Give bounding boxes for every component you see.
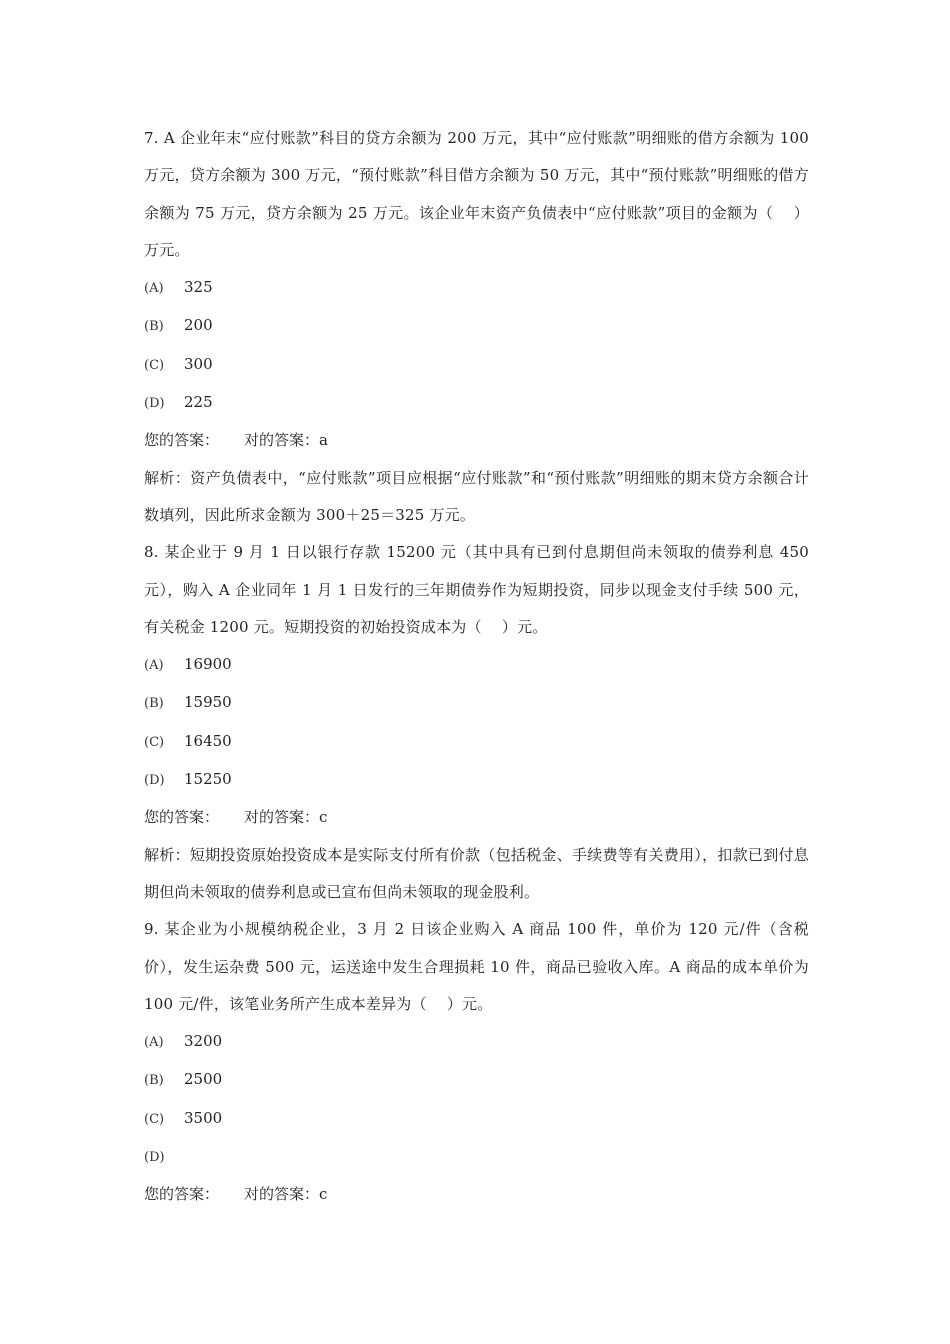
option-value: 16900 — [184, 655, 232, 674]
option-b — [144, 307, 809, 345]
your-answer-label: 您的答案： — [144, 1185, 220, 1204]
option-letter: (A) — [144, 281, 164, 297]
answer-line — [144, 799, 809, 836]
option-b — [144, 1061, 809, 1099]
option-letter: (B) — [144, 319, 164, 335]
option-letter: (D) — [144, 1150, 165, 1166]
option-a — [144, 269, 809, 307]
option-value: 2500 — [184, 1070, 223, 1089]
question-stem: 9. 某企业为小规模纳税企业，3 月 2 日该企业购入 A 商品 100 件，单价为 120 元/件（含税价），发生运杂费 500 元，运送途中发生合理损耗 10 件，商品已验收入库。A 商品的成本单价为 100 元/件，该笔业务所产生成本差异为（ ）元。 — [144, 920, 809, 1013]
analysis: 解析：短期投资原始投资成本是实际支付所有价款（包括税金、手续费等有关费用），扣款已到付息期但尚未领取的债券利息或已宣布但尚未领取的现金股利。 — [144, 845, 809, 901]
correct-answer: 对的答案：c — [244, 1185, 328, 1204]
option-letter: (A) — [144, 1035, 164, 1051]
option-d — [144, 761, 809, 799]
option-c — [144, 346, 809, 384]
question-8 — [144, 534, 809, 911]
option-a — [144, 646, 809, 684]
option-d — [144, 1138, 809, 1176]
option-c — [144, 1100, 809, 1138]
question-9 — [144, 911, 809, 1213]
option-value: 15950 — [184, 693, 232, 712]
option-letter: (C) — [144, 357, 165, 373]
option-a — [144, 1023, 809, 1061]
option-letter: (C) — [144, 734, 165, 750]
option-b — [144, 684, 809, 722]
option-letter: (D) — [144, 773, 165, 789]
option-value: 16450 — [184, 731, 232, 750]
your-answer-label: 您的答案： — [144, 431, 220, 450]
option-letter: (B) — [144, 696, 164, 712]
answer-line — [144, 1176, 809, 1213]
your-answer-label: 您的答案： — [144, 808, 220, 827]
option-value: 225 — [184, 393, 213, 412]
option-value: 3200 — [184, 1032, 223, 1051]
option-value: 325 — [184, 278, 213, 297]
option-value: 300 — [184, 354, 213, 373]
option-letter: (A) — [144, 658, 164, 674]
option-value: 200 — [184, 316, 213, 335]
option-d — [144, 384, 809, 422]
option-value: 3500 — [184, 1108, 223, 1127]
option-value: 15250 — [184, 770, 232, 789]
option-letter: (D) — [144, 396, 165, 412]
correct-answer: 对的答案：c — [244, 808, 328, 827]
correct-answer: 对的答案：a — [244, 431, 328, 450]
option-letter: (B) — [144, 1073, 164, 1089]
question-7 — [144, 120, 809, 534]
question-stem: 8. 某企业于 9 月 1 日以银行存款 15200 元（其中具有已到付息期但尚未领取的债券利息 450 元），购入 A 企业同年 1 月 1 日发行的三年期债券作为短期投资，同步以现金支付手续 500 元，有关税金 1200 元。短期投资的初始投资成本为（ ）元。 — [144, 543, 809, 636]
option-letter: (C) — [144, 1111, 165, 1127]
document-content — [144, 120, 809, 1214]
analysis: 解析：资产负债表中，“应付账款”项目应根据“应付账款”和“预付账款”明细账的期末贷方余额合计数填列，因此所求金额为 300＋25＝325 万元。 — [144, 468, 809, 524]
option-c — [144, 723, 809, 761]
answer-line — [144, 422, 809, 459]
question-stem: 7. A 企业年末“应付账款”科目的贷方余额为 200 万元，其中“应付账款”明细账的借方余额为 100 万元，贷方余额为 300 万元，“预付账款”科目借方余额为 50 万元，其中“预付账款”明细账的借方余额为 75 万元，贷方余额为 25 万元。该企业年末资产负债表中“应付账款”项目的金额为（ ）万元。 — [144, 129, 809, 259]
